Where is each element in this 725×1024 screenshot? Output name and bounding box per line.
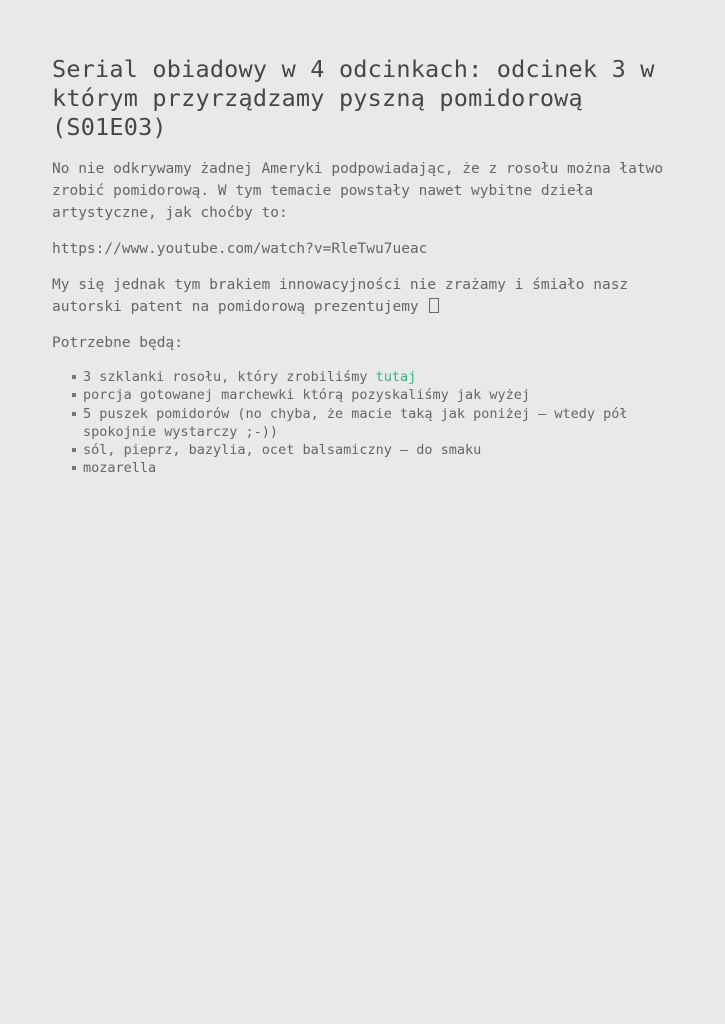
video-url[interactable]: https://www.youtube.com/watch?v=RleTwu7ueac — [52, 241, 428, 257]
needed-label: Potrzebne będą: — [52, 335, 183, 351]
list-item — [72, 368, 673, 386]
emoji-placeholder-icon — [429, 298, 439, 313]
list-item: mozarella — [72, 459, 673, 477]
intro-paragraph: No nie odkrywamy żadnej Ameryki podpowiadając, że z rosołu można łatwo zrobić pomidorową. W tym temacie powstały nawet wybitne dzieła artystyczne, jak choćby to: — [52, 161, 664, 221]
list-item: porcja gotowanej marchewki którą pozyskaliśmy jak wyżej — [72, 386, 673, 404]
list-item: 5 puszek pomidorów (no chyba, że macie taką jak poniżej – wtedy pół spokojnie wystarczy ;-)) — [72, 405, 673, 442]
recipe-link[interactable]: tutaj — [375, 369, 417, 385]
article-title: Serial obiadowy w 4 odcinkach: odcinek 3 w którym przyrządzamy pyszną pomidorową (S01E03) — [52, 55, 655, 141]
patent-text: My się jednak tym brakiem innowacyjności nie zrażamy i śmiało nasz autorski patent na pomidorową prezentujemy — [52, 277, 629, 315]
list-item: sól, pieprz, bazylia, ocet balsamiczny – do smaku — [72, 441, 673, 459]
ingredients-list — [52, 368, 673, 478]
ingredient-text: 3 szklanki rosołu, który zrobiliśmy — [83, 369, 376, 385]
patent-paragraph — [52, 274, 673, 318]
